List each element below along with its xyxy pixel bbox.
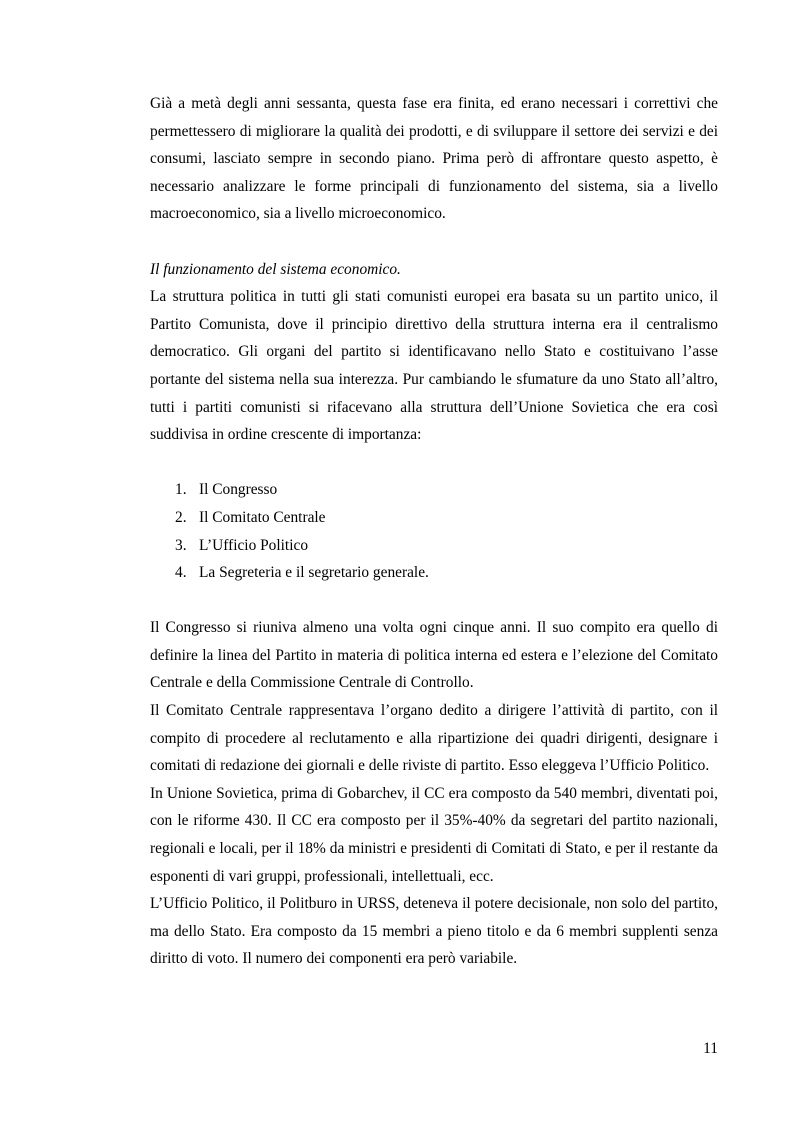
section-intro-paragraph: La struttura politica in tutti gli stati comunisti europei era basata su un partito unico, il Partito Comunista, dove il principio direttivo della struttura interna era il centralismo democratico. Gli organi del partito si identificavano nello Stato e costituivano l’asse portante del sistema nella sua interezza. Pur cambiando le sfumature da uno Stato all’altro, tutti i partiti comunisti si rifacevano alla struttura dell’Unione Sovietica che era così suddivisa in ordine crescente di importanza: bbox=[150, 288, 718, 444]
list-item bbox=[150, 559, 718, 587]
list-item-number: 2. bbox=[175, 508, 187, 526]
intro-paragraph: Già a metà degli anni sessanta, questa fase era finita, ed erano necessari i correttivi che permettessero di migliorare la qualità dei prodotti, e di sviluppare il settore dei servizi e dei consumi, lasciato sempre in secondo piano. Prima però di affrontare questo aspetto, è necessario analizzare le forme principali di funzionamento del sistema, sia a livello macroeconomico, sia a livello microeconomico. bbox=[150, 95, 718, 223]
list-item-number: 4. bbox=[175, 564, 187, 582]
list-item-text: La Segreteria e il segretario generale. bbox=[199, 564, 429, 582]
list-item-number: 3. bbox=[175, 536, 187, 554]
politburo-paragraph: L’Ufficio Politico, il Politburo in URSS, deteneva il potere decisionale, non solo del partito, ma dello Stato. Era composto da 15 membri a pieno titolo e da 6 membri supplenti senza diritto di voto. Il numero dei componenti era però variabile. bbox=[150, 895, 718, 968]
list-item-text: L’Ufficio Politico bbox=[199, 536, 309, 554]
list-item-number: 1. bbox=[175, 481, 187, 499]
central-committee-paragraph: Il Comitato Centrale rappresentava l’organo dedito a dirigere l’attività di partito, con il compito di procedere al reclutamento e alla ripartizione dei quadri dirigenti, designare i comitati di redazione dei giornali e delle riviste di partito. Esso eleggeva l’Ufficio Politico. bbox=[150, 702, 718, 775]
party-structure-list bbox=[150, 476, 718, 586]
soviet-cc-paragraph: In Unione Sovietica, prima di Gobarchev, il CC era composto da 540 membri, diventati poi, con le riforme 430. Il CC era composto per il 35%-40% da segretari del partito nazionali, regionali e locali, per il 18% da ministri e presidenti di Comitati di Stato, e per il restante da esponenti di vari gruppi, professionali, intellettuali, ecc. bbox=[150, 784, 718, 885]
page-number: 11 bbox=[703, 1040, 718, 1057]
list-item-text: Il Congresso bbox=[199, 481, 278, 499]
list-item bbox=[150, 504, 718, 532]
list-item bbox=[150, 476, 718, 504]
list-item bbox=[150, 532, 718, 560]
page-body bbox=[150, 90, 718, 973]
section-heading: Il funzionamento del sistema economico. bbox=[150, 260, 401, 278]
list-item-text: Il Comitato Centrale bbox=[199, 508, 326, 526]
congress-paragraph: Il Congresso si riuniva almeno una volta ogni cinque anni. Il suo compito era quello di definire la linea del Partito in materia di politica interna ed estera e l’elezione del Comitato Centrale e della Commissione Centrale di Controllo. bbox=[150, 619, 718, 692]
